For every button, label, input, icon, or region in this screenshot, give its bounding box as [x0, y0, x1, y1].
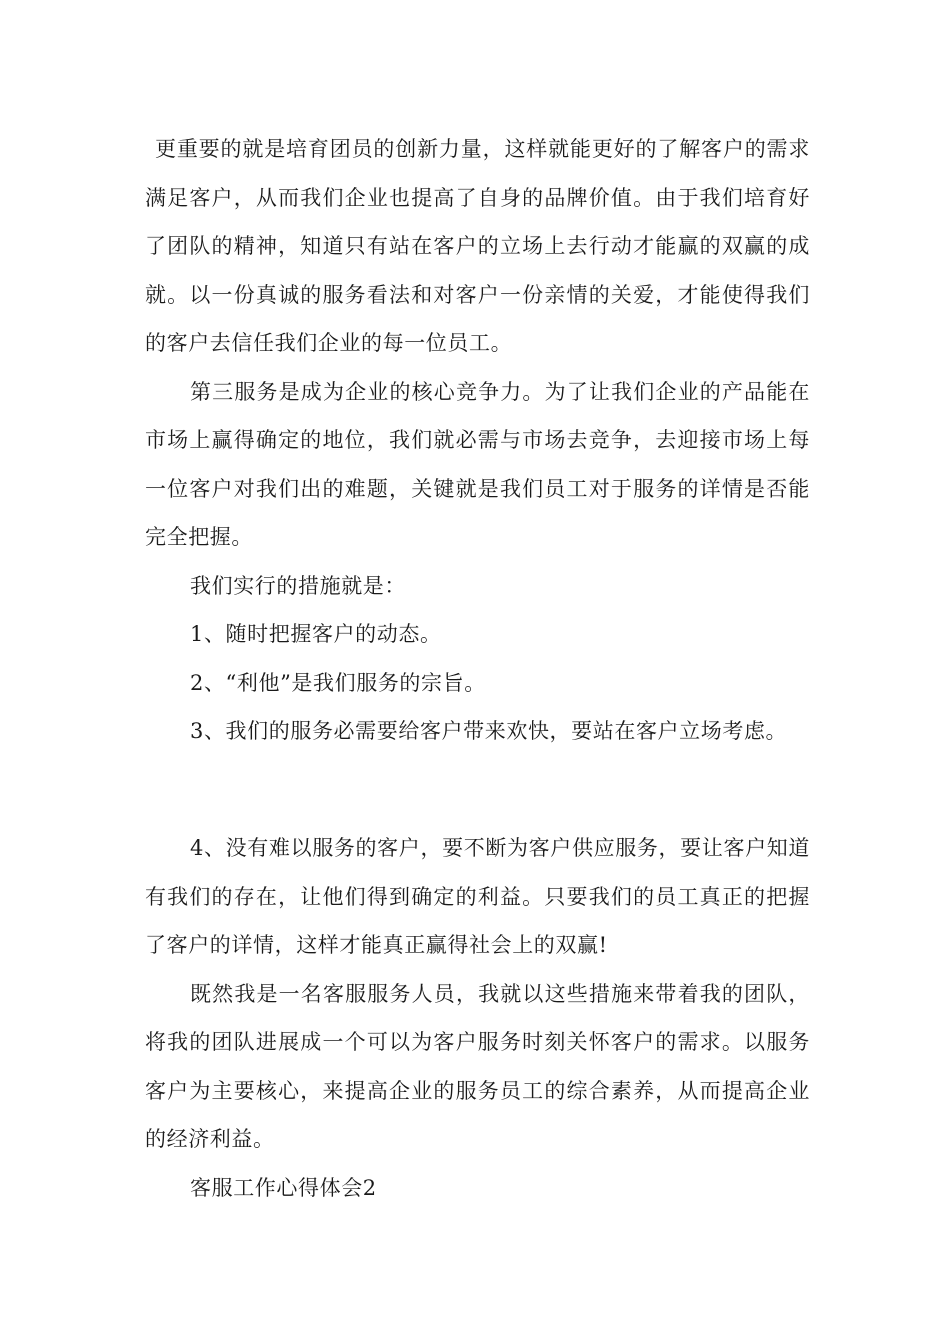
paragraph-core-competitiveness: 第三服务是成为企业的核心竞争力。为了让我们企业的产品能在市场上赢得确定的地位，我们就必需与市场去竞争，去迎接市场上每一位客户对我们出的难题，关键就是我们员工对于服务的详情是否能完全把握。 [145, 379, 810, 549]
paragraph-brand-value: 更重要的就是培育团员的创新力量，这样就能更好的了解客户的需求满足客户，从而我们企业也提高了自身的品牌价值。由于我们培育好了团队的精神，知道只有站在客户的立场上去行动才能赢的双赢的成就。以一份真诚的服务看法和对客户一份亲情的关爱，才能使得我们的客户去信任我们企业的每一位员工。 [145, 137, 810, 355]
text-block-upper [145, 125, 810, 756]
list-item-measure-2: 2、“利他”是我们服务的宗旨。 [190, 670, 486, 695]
list-item-measure-3: 3、我们的服务必需要给客户带来欢快，要站在客户立场考虑。 [190, 719, 788, 743]
text-block-lower [145, 824, 810, 1212]
paragraph-closing: 既然我是一名客服服务人员，我就以这些措施来带着我的团队，将我的团队进展成一个可以为客户服务时刻关怀客户的需求。以服务客户为主要核心，来提高企业的服务员工的综合素养，从而提高企业的经济利益。 [145, 981, 810, 1151]
paragraph-measures-intro: 我们实行的措施就是： [190, 573, 406, 598]
list-item-measure-1: 1、随时把握客户的动态。 [190, 622, 442, 646]
list-item-measure-4: 4、没有难以服务的客户，要不断为客户供应服务，要让客户知道有我们的存在，让他们得到确定的利益。只要我们的员工真正的把握了客户的详情，这样才能真正赢得社会上的双赢! [145, 836, 810, 957]
section-heading: 客服工作心得体会2 [190, 1175, 377, 1200]
